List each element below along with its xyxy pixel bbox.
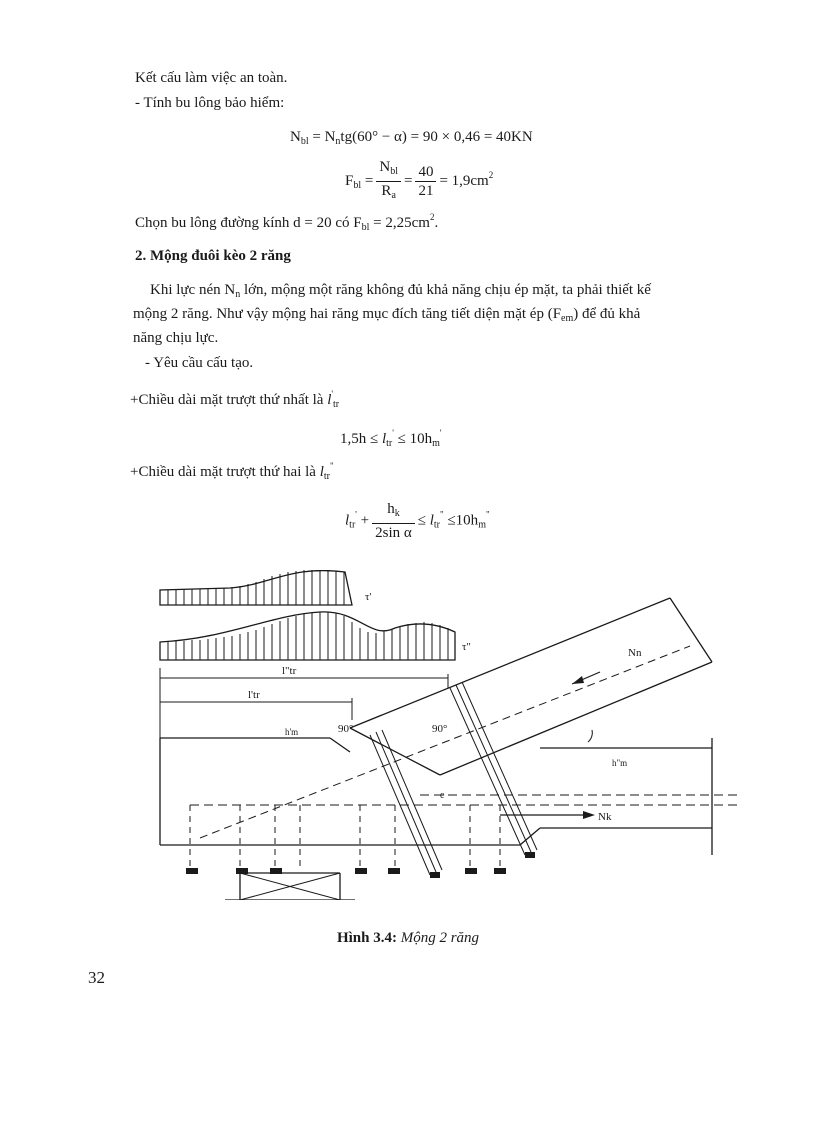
equation-slide-2: $l_{tr}'$ + $\frac{h_k}{\text{2sin α}}$ ≤ $l_{tr}^" \le 10h_m^"$: [345, 501, 490, 541]
shear-diagram-2: [160, 612, 455, 660]
label-angle1: 90°: [338, 723, 354, 735]
bolts: [370, 682, 537, 875]
page-number: 32: [88, 968, 105, 987]
label-nn: Nn: [628, 647, 642, 659]
label-tau1: τ': [365, 591, 372, 603]
text-line-8: +Chiều dài mặt trượt thứ nhất là $l'_{tr}$: [130, 389, 340, 410]
shear-diagram-1: [160, 570, 352, 605]
equation-slide-1: $1,5h \le l_{tr}' \le 10h_m'$: [340, 428, 442, 449]
text-line-5: mộng 2 răng. Như vậy mộng hai răng mục đích tăng tiết diện mặt ép $(F_{em})$ để đủ khả: [133, 306, 641, 324]
label-ltr2: l"tr: [282, 665, 297, 677]
rafter: [200, 598, 712, 838]
label-e: e: [440, 790, 445, 801]
label-ltr1: l'tr: [248, 689, 260, 701]
label-nk: Nk: [598, 811, 612, 823]
text-line-2: - Tính bu lông bảo hiểm:: [135, 95, 285, 111]
label-hm2: h"m: [612, 758, 628, 768]
text-line-9: +Chiều dài mặt trượt thứ hai là $l_{tr}^"$: [130, 461, 334, 482]
equation-bolt-area: $F_{bl}$ = $\frac{N_{bl}}{R_a}$ = $\frac{40}{21}$ = $1,9cm^2$: [345, 159, 494, 201]
label-tau2: τ": [462, 641, 471, 653]
tie-beam: [160, 738, 740, 870]
text-line-1: Kết cấu làm việc an toàn.: [135, 70, 288, 86]
equation-bolt-force: $N_{bl} = N_ntg(60^\circ - \alpha) = 90 \times 0,46 = 40KN$: [290, 129, 533, 147]
figure-two-tooth-joint: [0, 570, 816, 900]
text-line-4: Khi lực nén $N_n$ lớn, mộng một răng không đủ khả năng chịu ép mặt, ta phải thiết kế: [150, 282, 651, 300]
figure-caption: Hình 3.4: Mộng 2 răng: [336, 930, 480, 946]
label-angle2: 90°: [432, 723, 448, 735]
text-line-3: Chọn bu lông đường kính d = 20 có $F_{bl} = 2,25cm^2$.: [135, 212, 439, 233]
support: [225, 873, 355, 900]
text-line-7: - Yêu cầu cấu tạo.: [145, 355, 254, 371]
section-heading: 2. Mộng đuôi kèo 2 răng: [135, 248, 291, 264]
text-line-6: năng chịu lực.: [133, 330, 219, 346]
label-hm1: h'm: [285, 727, 299, 737]
